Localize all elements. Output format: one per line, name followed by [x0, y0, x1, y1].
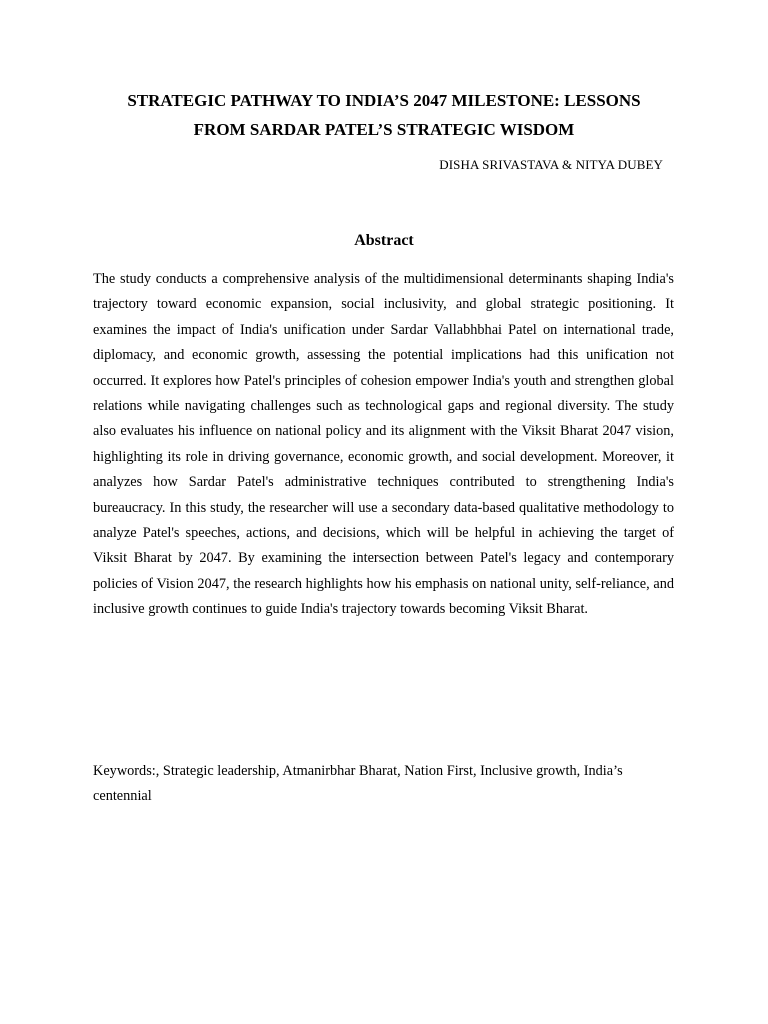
paper-title	[80, 86, 688, 144]
paper-title-line-2: FROM SARDAR PATEL’S STRATEGIC WISDOM	[193, 120, 575, 139]
keywords-line: Keywords:, Strategic leadership, Atmanirbhar Bharat, Nation First, Inclusive growth, India’s centennial	[93, 763, 623, 805]
paper-title-line-1: STRATEGIC PATHWAY TO INDIA’S 2047 MILESTONE: LESSONS	[127, 91, 641, 110]
abstract-body: The study conducts a comprehensive analysis of the multidimensional determinants shaping India's trajectory toward economic expansion, social inclusivity, and global strategic positioning. It examines the impact of India's unification under Sardar Vallabhbhai Patel on international trade, diplomacy, and economic growth, assessing the potential implications had this unification not occurred. It explores how Patel's principles of cohesion empower India's youth and strengthen global relations while navigating challenges such as technological gaps and regional diversity. The study also evaluates his influence on national policy and its alignment with the Viksit Bharat 2047 vision, highlighting its role in driving governance, economic growth, and social development. Moreover, it analyzes how Sardar Patel's administrative techniques contributed to strengthening India's bureaucracy. In this study, the researcher will use a secondary data-based qualitative methodology to analyze Patel's speeches, actions, and decisions, which will be helpful in achieving the target of Viksit Bharat by 2047. By examining the intersection between Patel's legacy and contemporary policies of Vision 2047, the research highlights how his emphasis on national unity, self-reliance, and inclusive growth continues to guide India's trajectory towards becoming Viksit Bharat.	[93, 271, 674, 618]
abstract-heading: Abstract	[354, 232, 414, 249]
paper-authors: DISHA SRIVASTAVA & NITYA DUBEY	[439, 157, 663, 172]
